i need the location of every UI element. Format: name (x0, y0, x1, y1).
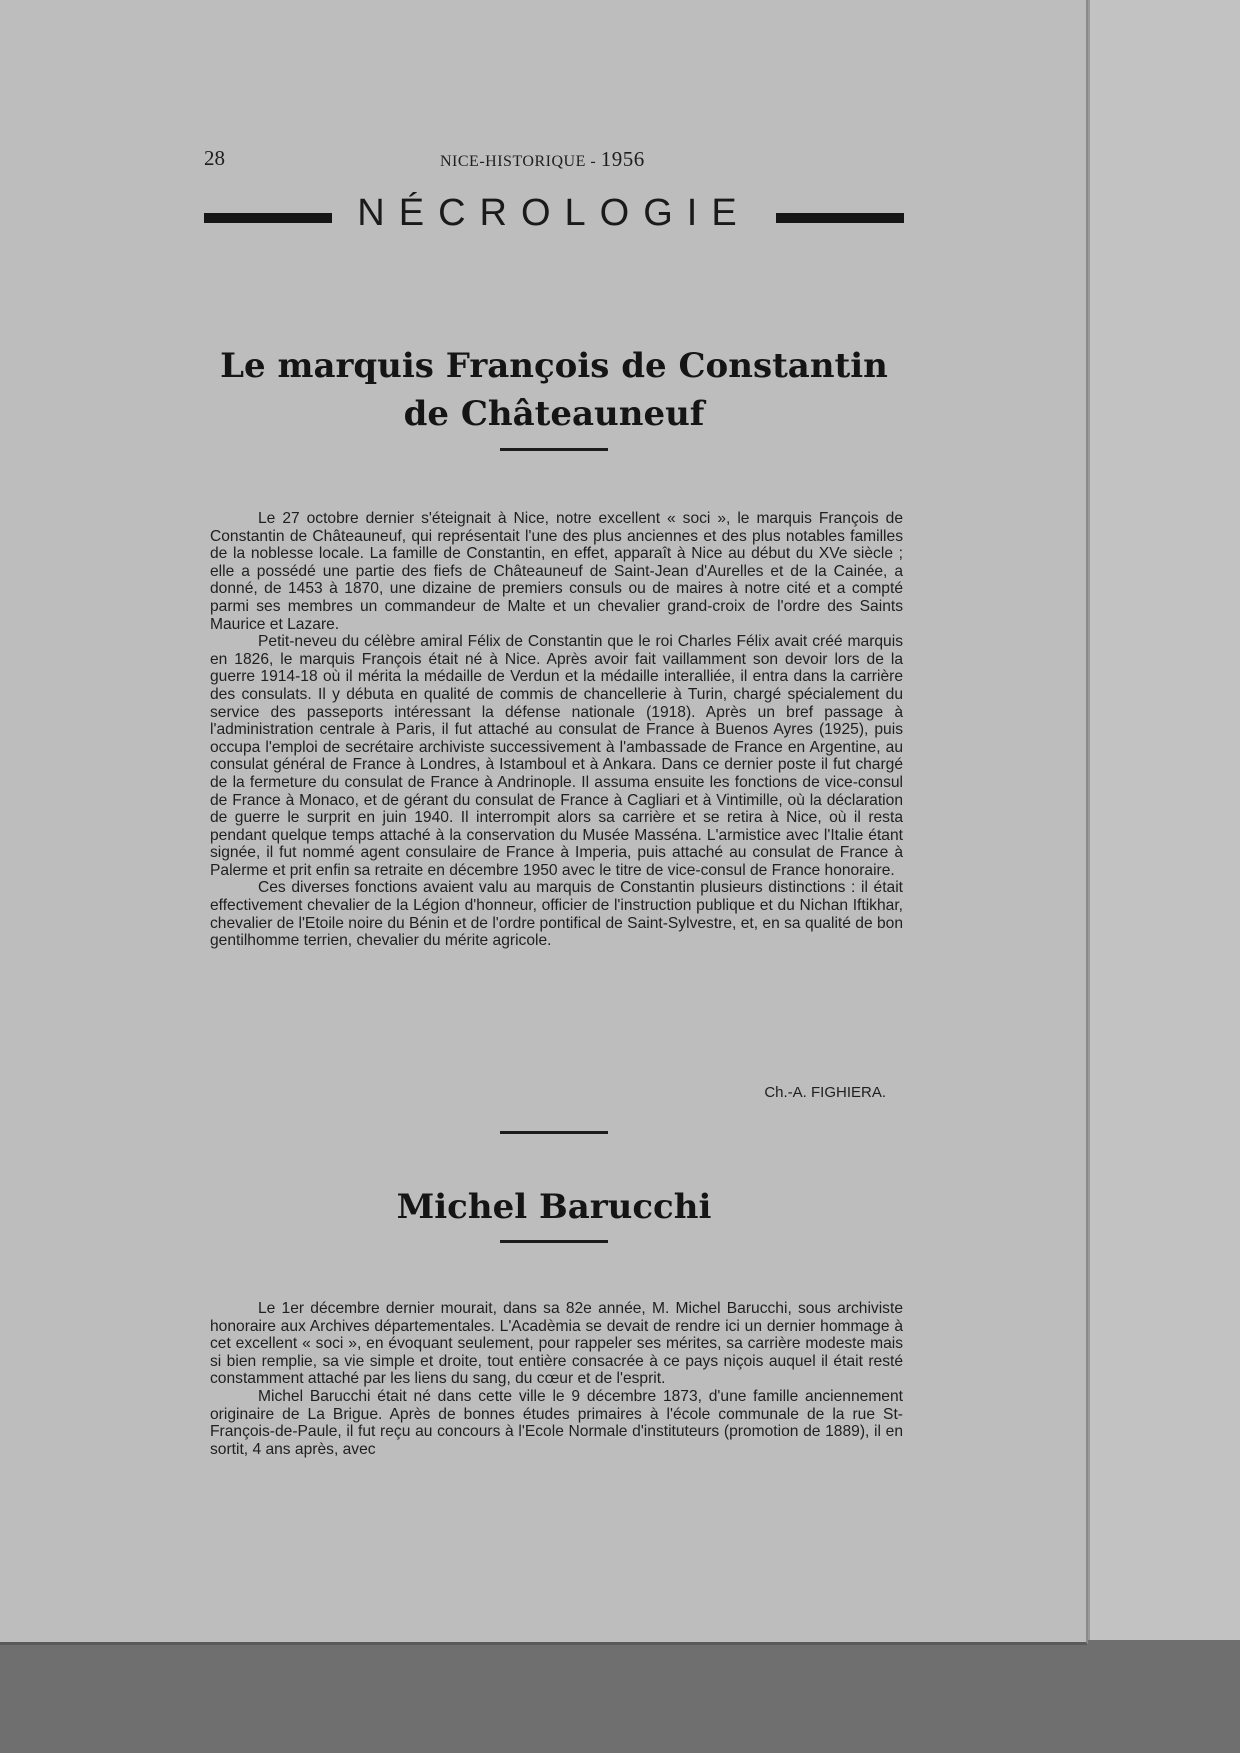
author-signature: Ch.-A. FIGHIERA. (764, 1084, 886, 1101)
paragraph: Le 1er décembre dernier mourait, dans sa 82e année, M. Michel Barucchi, sous archiviste honoraire aux Archives départementales. L'Acadèmia se devait de rendre ici un dernier hommage à cet excellent « soci », en évoquant seulement, pour rappeler ses mérites, sa carrière modeste mais si bien remplie, sa vie simple et droite, tout entière consacrée à ce pays niçois auquel il était resté constamment attaché par les liens du sang, du cœur et de l'esprit. (210, 1300, 903, 1388)
article-title-barucchi: Michel Barucchi (396, 1187, 712, 1227)
paragraph: Ces diverses fonctions avaient valu au marquis de Constantin plusieurs distinctions : il était effectivement chevalier de la Légion d'honneur, officier de l'instruction publique et du Nichan Iftikhar, chevalier de l'Etoile noire du Bénin et de l'ordre pontifical de Saint-Sylvestre, et, en sa qualité de bon gentilhomme terrien, chevalier du mérite agricole. (210, 879, 903, 950)
banner-rule-right (776, 213, 904, 223)
paragraph: Petit-neveu du célèbre amiral Félix de Constantin que le roi Charles Félix avait créé marquis en 1826, le marquis François était né à Nice. Après avoir fait vaillamment son devoir lors de la guerre 1914-18 où il mérita la médaille de Verdun et la médaille interalliée, il entra dans la carrière des consulats. Il y débuta en qualité de commis de chancellerie à Turin, chargé spécialement du service des passeports intéressant la défense nationale (1918). Après un bref passage à l'administration centrale à Paris, il fut attaché au consulat de France à Buenos Ayres (1925), puis occupa l'emploi de secrétaire archiviste successivement à l'ambassade de France en Argentine, au consulat général de France à Londres, à Istamboul et à Ankara. Dans ce dernier poste il fut chargé de la fermeture du consulat de France à Andrinople. Il assuma ensuite les fonctions de vice-consul de France à Monaco, et de gérant du consulat de France à Cagliari et à Vintimille, où la déclaration de guerre le surprit en juin 1940. Il interrompit alors sa carrière et se retira à Nice, où il resta pendant quelque temps attaché à la conservation du Musée Masséna. L'armistice avec l'Italie étant signée, il fut nommé agent consulaire de France à Imperia, puis attaché au consulat de France à Palerme et prit enfin sa retraite en décembre 1950 avec le titre de vice-consul de France honoraire. (210, 633, 903, 879)
article-separator (500, 1131, 608, 1134)
title-divider (500, 448, 608, 451)
article-title-constantin: Le marquis François de Constantin (220, 346, 888, 386)
article-body-barucchi (210, 1300, 903, 1458)
article-title-constantin-line2: de Châteauneuf (403, 394, 705, 434)
section-title: NÉCROLOGIE (357, 192, 751, 234)
paragraph: Michel Barucchi était né dans cette ville le 9 décembre 1873, d'une famille anciennement originaire de La Brigue. Après de bonnes études primaires à l'école communale de la rue St-François-de-Paule, il fut reçu au concours à l'Ecole Normale d'instituteurs (promotion de 1889), il en sortit, 4 ans après, avec (210, 1387, 903, 1458)
journal-title (440, 147, 645, 172)
section-banner (204, 192, 904, 246)
header-separator: - (590, 153, 597, 170)
article-body-constantin (210, 510, 903, 950)
title-divider (500, 1240, 608, 1243)
paragraph: Le 27 octobre dernier s'éteignait à Nice, notre excellent « soci », le marquis François de Constantin de Châteauneuf, qui représentait l'une des plus anciennes et des plus notables familles de la noblesse locale. La famille de Constantin, en effet, apparaît à Nice au début du XVe siècle ; elle a possédé une partie des fiefs de Châteauneuf de Saint-Jean d'Aurelles et de la Cainée, a donné, de 1453 à 1870, une dizaine de premiers consuls ou de maires à notre cité et a compté parmi ses membres un commandeur de Malte et un chevalier grand-croix de l'ordre des Saints Maurice et Lazare. (210, 510, 903, 633)
page-number: 28 (204, 146, 225, 170)
adjacent-page-edge (1088, 0, 1240, 1640)
journal-name: NICE-HISTORIQUE (440, 153, 586, 170)
journal-year: 1956 (600, 147, 645, 171)
